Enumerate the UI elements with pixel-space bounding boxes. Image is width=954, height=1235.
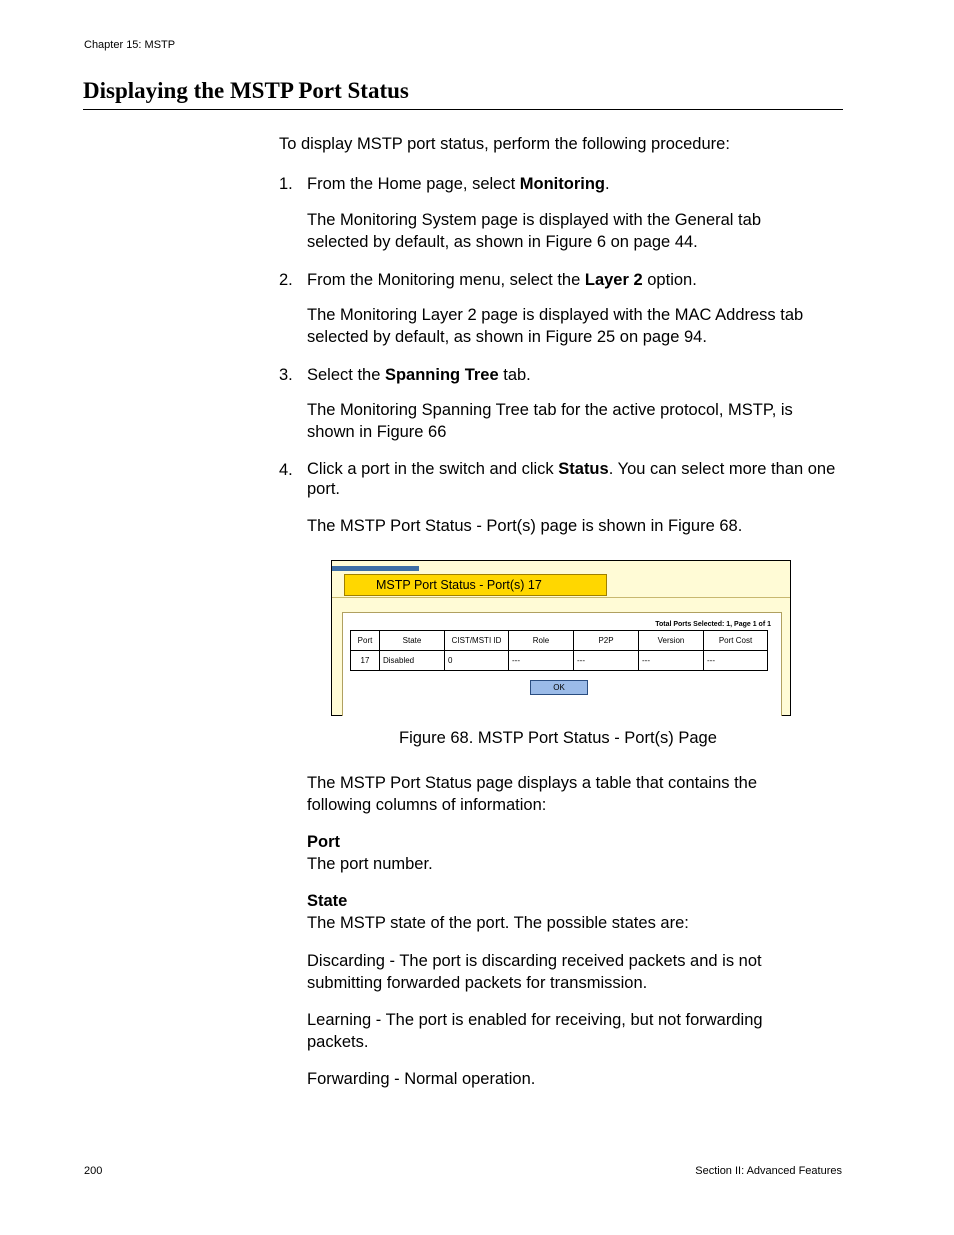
column-header: P2P xyxy=(574,631,639,651)
column-header: Port xyxy=(351,631,380,651)
intro-text: To display MSTP port status, perform the following procedure: xyxy=(279,135,730,153)
step-detail: The Monitoring Spanning Tree tab for the active protocol, MSTP, is shown in Figure 66 xyxy=(307,401,793,441)
step-text: From the Home page, select Monitoring. xyxy=(307,175,610,193)
table-header-row xyxy=(351,631,768,651)
step-text: From the Monitoring menu, select the Layer 2 option. xyxy=(307,271,697,289)
table-cell: --- xyxy=(639,651,704,671)
title-rule xyxy=(83,109,843,110)
section-footer: Section II: Advanced Features xyxy=(695,1165,842,1177)
step-detail: The MSTP Port Status - Port(s) page is shown in Figure 68. xyxy=(307,517,743,535)
table-cell: --- xyxy=(704,651,768,671)
chapter-header: Chapter 15: MSTP xyxy=(84,39,176,51)
ok-button[interactable]: OK xyxy=(530,680,588,695)
table-cell: 17 xyxy=(351,651,380,671)
step-number: 3. xyxy=(279,366,293,384)
step-text: Click a port in the switch and click Status. You can select more than one port. xyxy=(307,460,836,498)
step-number: 1. xyxy=(279,175,293,193)
status-panel xyxy=(342,612,782,716)
table-row xyxy=(351,651,768,671)
column-header: Role xyxy=(509,631,574,651)
port-status-table xyxy=(350,630,768,671)
step-text: Select the Spanning Tree tab. xyxy=(307,366,531,384)
step-number: 4. xyxy=(279,461,293,479)
table-cell: Disabled xyxy=(380,651,445,671)
state-forwarding: Forwarding - Normal operation. xyxy=(307,1070,536,1088)
figure-page-title: MSTP Port Status - Port(s) 17 xyxy=(344,574,607,596)
state-description: The MSTP state of the port. The possible states are: xyxy=(307,914,689,932)
port-heading: Port xyxy=(307,833,340,851)
step-number: 2. xyxy=(279,271,293,289)
total-ports-label: Total Ports Selected: 1, Page 1 of 1 xyxy=(655,621,771,628)
page-number: 200 xyxy=(84,1165,103,1177)
figure-screenshot xyxy=(331,560,791,716)
column-header: Port Cost xyxy=(704,631,768,651)
state-discarding: Discarding - The port is discarding received packets and is not submitting forwarded packets for transmission. xyxy=(307,952,762,992)
table-cell: --- xyxy=(574,651,639,671)
page-title: Displaying the MSTP Port Status xyxy=(83,78,409,103)
step-detail: The Monitoring Layer 2 page is displayed with the MAC Address tab selected by default, as shown in Figure 25 on page 94. xyxy=(307,306,804,346)
table-cell: --- xyxy=(509,651,574,671)
column-header: CIST/MSTI ID xyxy=(445,631,509,651)
state-heading: State xyxy=(307,892,348,910)
divider xyxy=(332,597,790,598)
state-learning: Learning - The port is enabled for receiving, but not forwarding packets. xyxy=(307,1011,763,1051)
step-detail: The Monitoring System page is displayed with the General tab selected by default, as shown in Figure 6 on page 44. xyxy=(307,211,761,251)
tab-bar xyxy=(332,566,419,571)
port-description: The port number. xyxy=(307,855,433,873)
figure-caption: Figure 68. MSTP Port Status - Port(s) Page xyxy=(399,729,717,747)
column-header: State xyxy=(380,631,445,651)
column-header: Version xyxy=(639,631,704,651)
columns-intro: The MSTP Port Status page displays a table that contains the following columns of information: xyxy=(307,774,758,814)
table-cell: 0 xyxy=(445,651,509,671)
